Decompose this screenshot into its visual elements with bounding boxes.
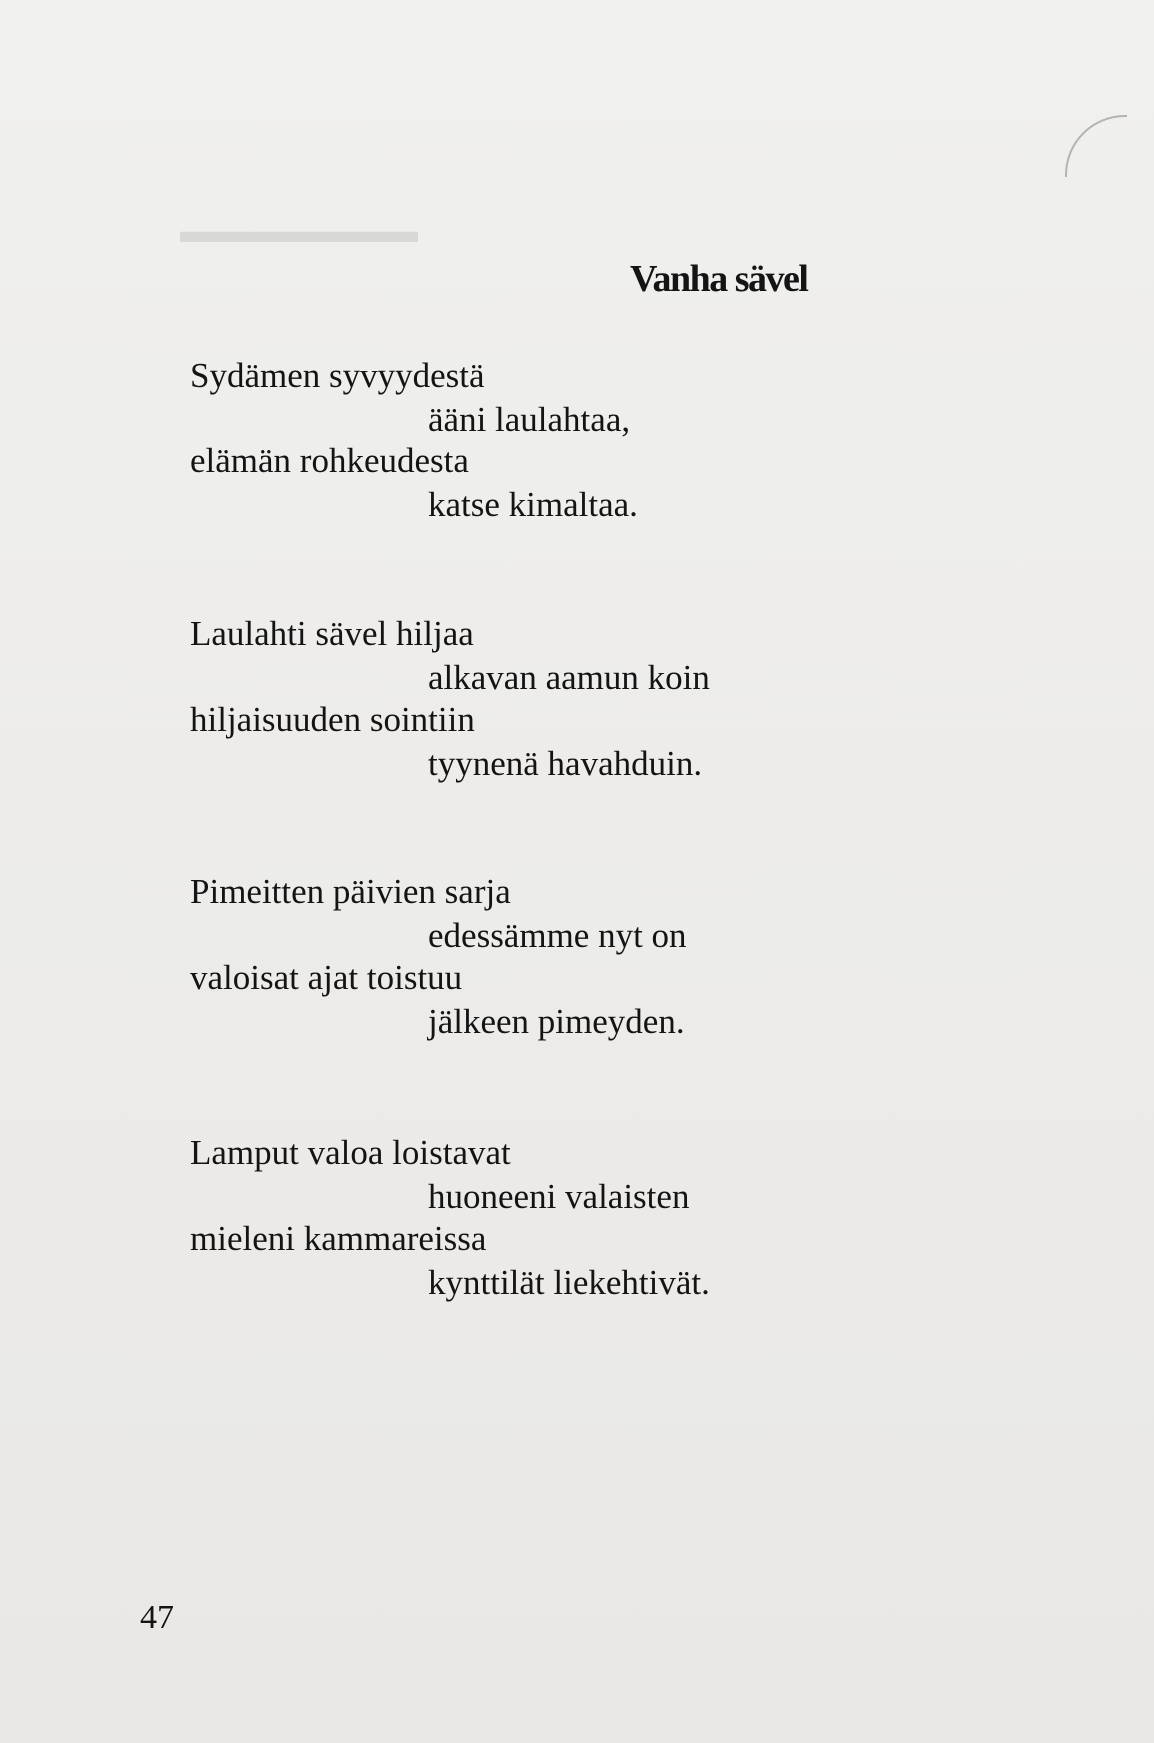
show-through-shadow: ▬▬▬▬▬▬▬ (180, 213, 418, 250)
poem-line: huoneeni valaisten (428, 1177, 690, 1216)
poem-line: Pimeitten päivien sarja (190, 872, 511, 911)
poem-title: Vanha sävel (630, 258, 808, 300)
poem-line: jälkeen pimeyden. (428, 1002, 685, 1041)
poem-line: valoisat ajat toistuu (190, 958, 463, 997)
poem-line: Laulahti sävel hiljaa (190, 614, 474, 653)
poem-line: Sydämen syvyydestä (190, 356, 485, 395)
poem-line: elämän rohkeudesta (190, 441, 469, 480)
poem-line: mieleni kammareissa (190, 1219, 487, 1258)
page-number: 47 (140, 1599, 174, 1636)
poem-line: alkavan aamun koin (428, 658, 710, 697)
poem-line: tyynenä havahduin. (428, 744, 703, 783)
poem-line: Lamput valoa loistavat (190, 1133, 511, 1172)
poem-line: ääni laulahtaa, (428, 400, 631, 439)
poem-line: edessämme nyt on (428, 916, 687, 955)
poem-line: kynttilät liekehtivät. (428, 1263, 710, 1302)
page-corner-mark (1065, 115, 1127, 177)
poem-line: hiljaisuuden sointiin (190, 700, 475, 739)
poem-line: katse kimaltaa. (428, 485, 638, 524)
